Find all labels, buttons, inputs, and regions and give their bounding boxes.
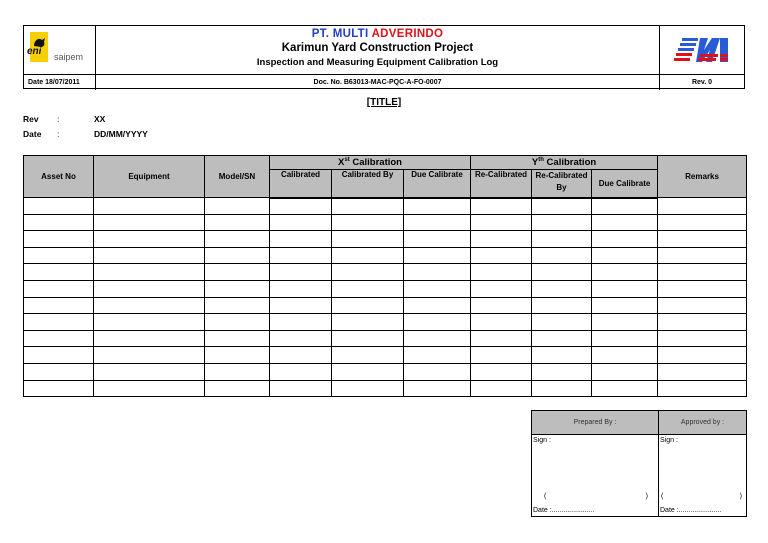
table-cell[interactable] (94, 214, 205, 231)
col-due-calibrate-y: Due Calibrate (592, 170, 658, 198)
table-cell[interactable] (24, 380, 94, 397)
group-x-calibration (270, 156, 471, 170)
table-cell[interactable] (205, 214, 270, 231)
col-equipment: Equipment (94, 156, 205, 198)
table-cell[interactable] (658, 347, 747, 364)
table-cell[interactable] (471, 280, 532, 297)
date-label: Date (23, 129, 42, 139)
col-asset-no: Asset No (24, 156, 94, 198)
table-cell[interactable] (94, 380, 205, 397)
table-cell[interactable] (658, 264, 747, 281)
table-cell[interactable] (471, 297, 532, 314)
table-row (24, 214, 747, 231)
doc-number: Doc. No. B63013-MAC-PQC-A-FO-0007 (313, 79, 442, 86)
table-cell[interactable] (94, 247, 205, 264)
table-cell[interactable] (658, 198, 747, 215)
table-cell[interactable] (471, 231, 532, 248)
table-cell[interactable] (404, 214, 471, 231)
table-cell[interactable] (332, 280, 404, 297)
saipem-text: saipem (54, 52, 84, 62)
close-paren: ) (645, 493, 648, 500)
table-cell[interactable] (404, 198, 471, 215)
revision: Rev. 0 (659, 75, 744, 90)
table-cell[interactable] (532, 214, 592, 231)
table-cell[interactable] (24, 264, 94, 281)
table-cell[interactable] (332, 330, 404, 347)
signoff-box (531, 410, 747, 517)
date-value: DD/MM/YYYY (94, 129, 148, 139)
prepared-by-header: Prepared By : (532, 411, 659, 435)
table-cell[interactable] (205, 297, 270, 314)
table-cell[interactable] (24, 280, 94, 297)
group-x-base: X (338, 157, 345, 169)
table-cell[interactable] (532, 314, 592, 331)
table-cell[interactable] (270, 330, 332, 347)
table-cell[interactable] (270, 198, 332, 215)
table-cell[interactable] (94, 347, 205, 364)
table-cell[interactable] (592, 231, 658, 248)
table-cell[interactable] (332, 247, 404, 264)
table-cell[interactable] (205, 231, 270, 248)
table-cell[interactable] (332, 380, 404, 397)
table-cell[interactable] (532, 363, 592, 380)
table-cell[interactable] (658, 330, 747, 347)
table-cell[interactable] (658, 297, 747, 314)
table-cell[interactable] (205, 264, 270, 281)
table-cell[interactable] (94, 198, 205, 215)
project-name: Karimun Yard Construction Project (281, 42, 474, 54)
table-row (24, 231, 747, 248)
calibration-log-table (23, 155, 747, 397)
table-cell[interactable] (471, 330, 532, 347)
table-cell[interactable] (471, 347, 532, 364)
table-cell[interactable] (332, 264, 404, 281)
table-cell[interactable] (592, 247, 658, 264)
table-cell[interactable] (592, 347, 658, 364)
table-cell[interactable] (658, 314, 747, 331)
table-cell[interactable] (532, 264, 592, 281)
table-cell[interactable] (94, 314, 205, 331)
group-y-rest: Calibration (543, 157, 597, 169)
table-cell[interactable] (404, 280, 471, 297)
company-name (96, 27, 659, 41)
page-title: [TITLE] (366, 97, 402, 108)
table-cell[interactable] (332, 231, 404, 248)
table-cell[interactable] (592, 380, 658, 397)
table-cell[interactable] (24, 214, 94, 231)
table-cell[interactable] (592, 280, 658, 297)
group-x-sup: st (344, 156, 350, 163)
table-cell[interactable] (24, 247, 94, 264)
table-cell[interactable] (270, 214, 332, 231)
form-name: Inspection and Measuring Equipment Calibration Log (256, 57, 499, 68)
table-cell[interactable] (532, 347, 592, 364)
table-cell[interactable] (270, 347, 332, 364)
approved-by-cell[interactable] (659, 435, 747, 517)
table-cell[interactable] (404, 231, 471, 248)
table-cell[interactable] (94, 363, 205, 380)
col-calibrated: Calibrated (270, 170, 332, 198)
table-cell[interactable] (658, 363, 747, 380)
table-cell[interactable] (332, 198, 404, 215)
table-cell[interactable] (658, 380, 747, 397)
table-cell[interactable] (404, 247, 471, 264)
table-cell[interactable] (592, 363, 658, 380)
table-cell[interactable] (270, 264, 332, 281)
group-y-sup: th (538, 156, 544, 163)
table-cell[interactable] (332, 347, 404, 364)
group-x-rest: Calibration (349, 157, 402, 169)
table-cell[interactable] (532, 198, 592, 215)
close-paren: ) (739, 493, 742, 500)
table-cell[interactable] (270, 380, 332, 397)
header-title-block (96, 26, 659, 74)
table-cell[interactable] (332, 214, 404, 231)
table-cell[interactable] (658, 231, 747, 248)
approved-by-header: Approved by : (659, 411, 747, 435)
table-cell[interactable] (205, 314, 270, 331)
document-header (23, 25, 745, 89)
col-model-sn: Model/SN (205, 156, 270, 198)
table-cell[interactable] (471, 380, 532, 397)
table-cell[interactable] (471, 264, 532, 281)
table-row (24, 297, 747, 314)
table-cell[interactable] (532, 297, 592, 314)
eni-saipem-logo (24, 26, 96, 74)
table-row (24, 347, 747, 364)
table-cell[interactable] (24, 297, 94, 314)
table-cell[interactable] (332, 363, 404, 380)
table-cell[interactable] (270, 247, 332, 264)
table-cell[interactable] (270, 314, 332, 331)
open-paren: ( (544, 493, 547, 500)
prepared-name-parens (544, 493, 648, 500)
table-cell[interactable] (404, 363, 471, 380)
table-cell[interactable] (205, 363, 270, 380)
table-cell[interactable] (94, 264, 205, 281)
approved-date-label: Date :...................... (660, 507, 722, 514)
table-cell[interactable] (94, 231, 205, 248)
table-cell[interactable] (532, 280, 592, 297)
rev-label: Rev (23, 114, 39, 124)
eni-text: eni (27, 46, 42, 57)
group-y-calibration (471, 156, 658, 170)
table-cell[interactable] (24, 314, 94, 331)
table-cell[interactable] (658, 280, 747, 297)
table-cell[interactable] (471, 198, 532, 215)
table-row (24, 363, 747, 380)
table-cell[interactable] (24, 363, 94, 380)
date-colon: : (57, 129, 60, 139)
approved-sign-label: Sign : (660, 437, 678, 444)
table-cell[interactable] (404, 264, 471, 281)
table-cell[interactable] (592, 264, 658, 281)
table-cell[interactable] (592, 330, 658, 347)
table-row (24, 280, 747, 297)
table-cell[interactable] (205, 380, 270, 397)
header-info-row (24, 74, 744, 90)
table-cell[interactable] (205, 330, 270, 347)
table-cell[interactable] (24, 231, 94, 248)
table-cell[interactable] (205, 247, 270, 264)
table-cell[interactable] (532, 247, 592, 264)
table-cell[interactable] (205, 347, 270, 364)
table-cell[interactable] (592, 214, 658, 231)
col-due-calibrate-x: Due Calibrate (404, 170, 471, 198)
table-body (24, 198, 747, 397)
ma-logo-icon (660, 26, 745, 74)
col-re-calibrated-by: Re-Calibrated By (532, 170, 592, 198)
table-cell[interactable] (270, 297, 332, 314)
table-cell[interactable] (94, 280, 205, 297)
table-cell[interactable] (532, 380, 592, 397)
rev-colon: : (57, 114, 60, 124)
table-cell[interactable] (471, 214, 532, 231)
table-row (24, 264, 747, 281)
col-remarks: Remarks (658, 156, 747, 198)
table-cell[interactable] (532, 231, 592, 248)
table-cell[interactable] (404, 380, 471, 397)
table-row (24, 198, 747, 215)
table-cell[interactable] (471, 314, 532, 331)
col-re-calibrated: Re-Calibrated (471, 170, 532, 198)
table-cell[interactable] (205, 198, 270, 215)
table-cell[interactable] (24, 347, 94, 364)
table-row (24, 247, 747, 264)
table-row (24, 330, 747, 347)
table-cell[interactable] (404, 297, 471, 314)
prepared-by-cell[interactable] (532, 435, 659, 517)
table-cell[interactable] (332, 297, 404, 314)
prepared-sign-label: Sign : (533, 437, 551, 444)
table-cell[interactable] (94, 297, 205, 314)
table-cell[interactable] (94, 330, 205, 347)
group-y-base: Y (531, 157, 539, 169)
table-cell[interactable] (471, 363, 532, 380)
approved-name-parens (661, 493, 742, 500)
prepared-date-label: Date :...................... (533, 507, 595, 514)
rev-value: XX (94, 114, 106, 124)
table-cell[interactable] (270, 280, 332, 297)
table-cell[interactable] (24, 198, 94, 215)
table-cell[interactable] (270, 231, 332, 248)
table-cell[interactable] (658, 247, 747, 264)
table-cell[interactable] (592, 198, 658, 215)
table-cell[interactable] (404, 314, 471, 331)
company-name-part1: PT. MULTI (311, 28, 369, 40)
table-cell[interactable] (404, 330, 471, 347)
table-cell[interactable] (532, 330, 592, 347)
table-row (24, 314, 747, 331)
table-cell[interactable] (592, 314, 658, 331)
open-paren: ( (661, 493, 664, 500)
company-name-part2: ADVERINDO (371, 28, 444, 40)
table-cell[interactable] (270, 363, 332, 380)
table-cell[interactable] (205, 280, 270, 297)
table-cell[interactable] (592, 297, 658, 314)
col-calibrated-by: Calibrated By (332, 170, 404, 198)
table-cell[interactable] (24, 330, 94, 347)
table-cell[interactable] (658, 214, 747, 231)
header-date: Date 18/07/2011 (24, 75, 96, 90)
multi-adverindo-logo (659, 26, 744, 74)
table-cell[interactable] (471, 247, 532, 264)
table-cell[interactable] (404, 347, 471, 364)
table-cell[interactable] (332, 314, 404, 331)
table-row (24, 380, 747, 397)
